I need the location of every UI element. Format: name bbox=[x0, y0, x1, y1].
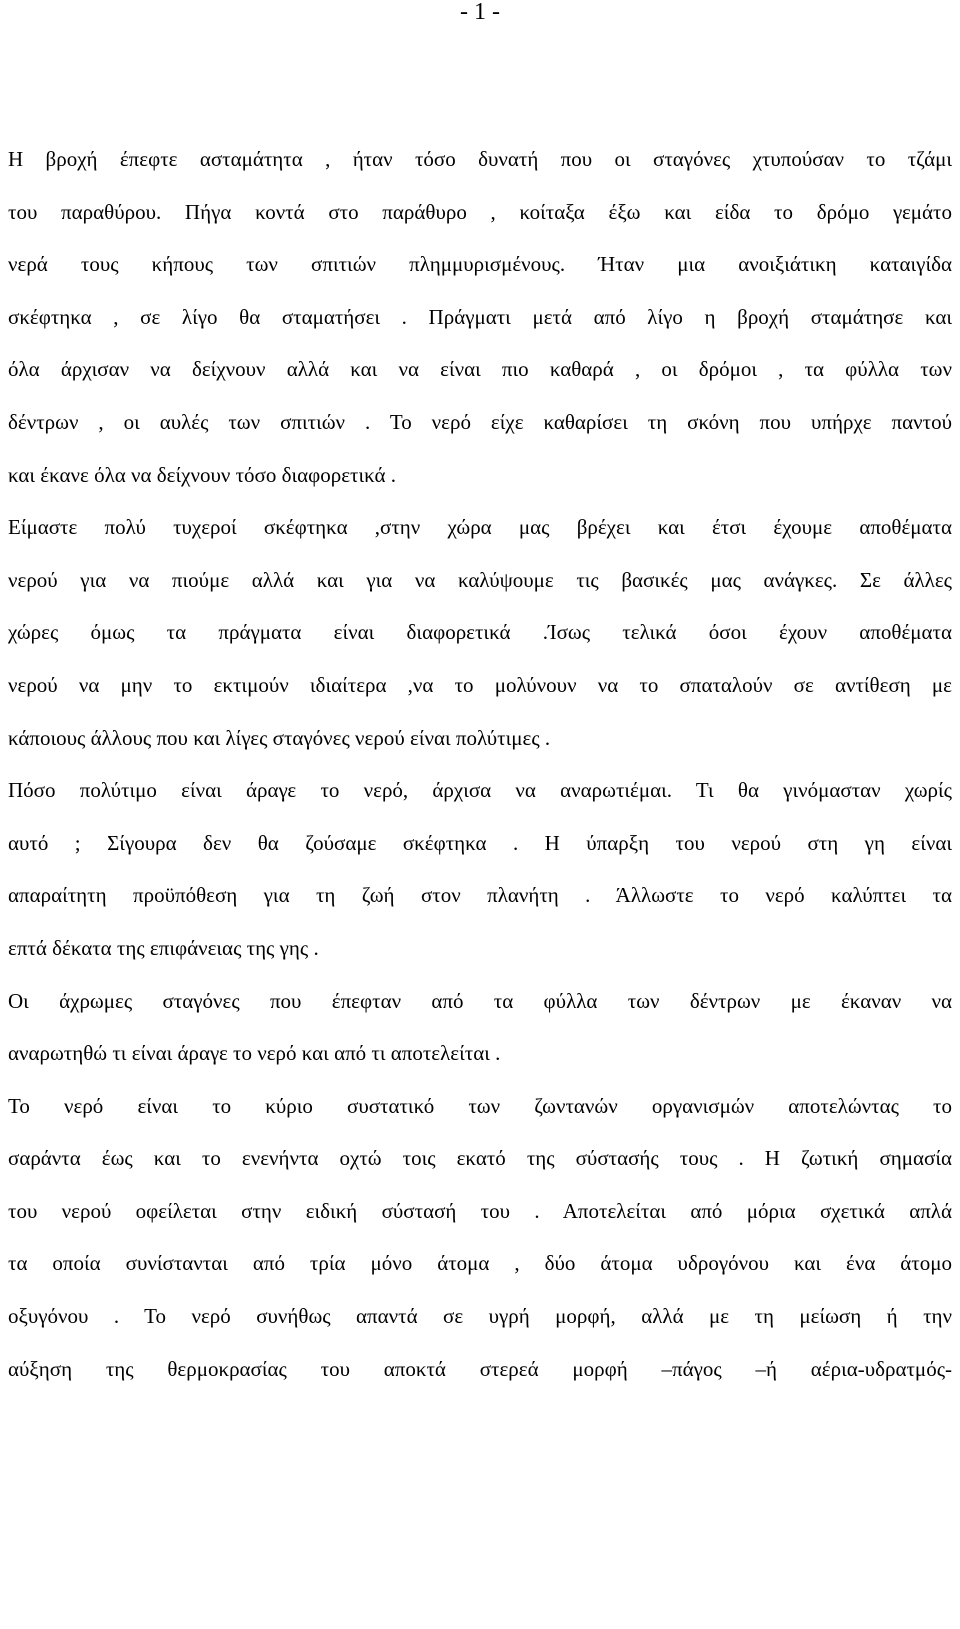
text-line: Πόσο πολύτιμο είναι άραγε το νερό, άρχισα να αναρωτιέμαι. Τι θα γινόμασταν χωρίς bbox=[8, 778, 952, 803]
text-line: δέντρων , οι αυλές των σπιτιών . Το νερό είχε καθαρίσει τη σκόνη που υπήρχε παντού bbox=[8, 409, 952, 434]
text-line: επτά δέκατα της επιφάνειας της γης . bbox=[8, 935, 319, 960]
text-line: οξυγόνου . Το νερό συνήθως απαντά σε υγρή μορφή, αλλά με τη μείωση ή την bbox=[8, 1304, 952, 1329]
text-line: του νερού οφείλεται στην ειδική σύστασή του . Αποτελείται από μόρια σχετικά απλά bbox=[8, 1198, 952, 1223]
body-text bbox=[8, 133, 952, 1395]
text-line: τα οποία συνίστανται από τρία μόνο άτομα , δύο άτομα υδρογόνου και ένα άτομο bbox=[8, 1251, 952, 1276]
text-line: νερού για να πιούμε αλλά και για να καλύψουμε τις βασικές μας ανάγκες. Σε άλλες bbox=[8, 567, 952, 592]
text-line: Το νερό είναι το κύριο συστατικό των ζωντανών οργανισμών αποτελώντας το bbox=[8, 1093, 952, 1118]
text-line: και έκανε όλα να δείχνουν τόσο διαφορετικά . bbox=[8, 462, 397, 487]
text-line: όλα άρχισαν να δείχνουν αλλά και να είναι πιο καθαρά , οι δρόμοι , τα φύλλα των bbox=[8, 357, 952, 382]
text-line: νερού να μην το εκτιμούν ιδιαίτερα ,να το μολύνουν να το σπαταλούν σε αντίθεση με bbox=[8, 672, 952, 697]
text-line: σκέφτηκα , σε λίγο θα σταματήσει . Πράγματι μετά από λίγο η βροχή σταμάτησε και bbox=[8, 304, 952, 329]
text-line: Είμαστε πολύ τυχεροί σκέφτηκα ,στην χώρα μας βρέχει και έτσι έχουμε αποθέματα bbox=[8, 515, 952, 540]
text-line: Η βροχή έπεφτε ασταμάτητα , ήταν τόσο δυνατή που οι σταγόνες χτυπούσαν το τζάμι bbox=[8, 147, 952, 171]
text-line: απαραίτητη προϋπόθεση για τη ζωή στον πλανήτη . Άλλωστε το νερό καλύπτει τα bbox=[8, 883, 952, 908]
text-line: αύξηση της θερμοκρασίας του αποκτά στερεά μορφή –πάγος –ή αέρια-υδρατμός- bbox=[8, 1356, 952, 1381]
text-line: Οι άχρωμες σταγόνες που έπεφταν από τα φύλλα των δέντρων με έκαναν να bbox=[8, 988, 952, 1013]
text-line: κάποιους άλλους που και λίγες σταγόνες νερού είναι πολύτιμες . bbox=[8, 725, 551, 750]
text-line: χώρες όμως τα πράγματα είναι διαφορετικά .Ίσως τελικά όσοι έχουν αποθέματα bbox=[8, 620, 952, 645]
text-line: νερά τους κήπους των σπιτιών πλημμυρισμένους. Ήταν μια ανοιξιάτικη καταιγίδα bbox=[8, 252, 952, 277]
text-line: αναρωτηθώ τι είναι άραγε το νερό και από τι αποτελείται . bbox=[8, 1041, 501, 1066]
text-line: σαράντα έως και το ενενήντα οχτώ τοις εκατό της σύστασής τους . Η ζωτική σημασία bbox=[8, 1146, 952, 1171]
text-line: αυτό ; Σίγουρα δεν θα ζούσαμε σκέφτηκα . Η ύπαρξη του νερού στη γη είναι bbox=[8, 830, 952, 855]
text-line: του παραθύρου. Πήγα κοντά στο παράθυρο , κοίταξα έξω και είδα το δρόμο γεμάτο bbox=[8, 199, 952, 224]
page-number: - 1 - bbox=[460, 0, 500, 25]
